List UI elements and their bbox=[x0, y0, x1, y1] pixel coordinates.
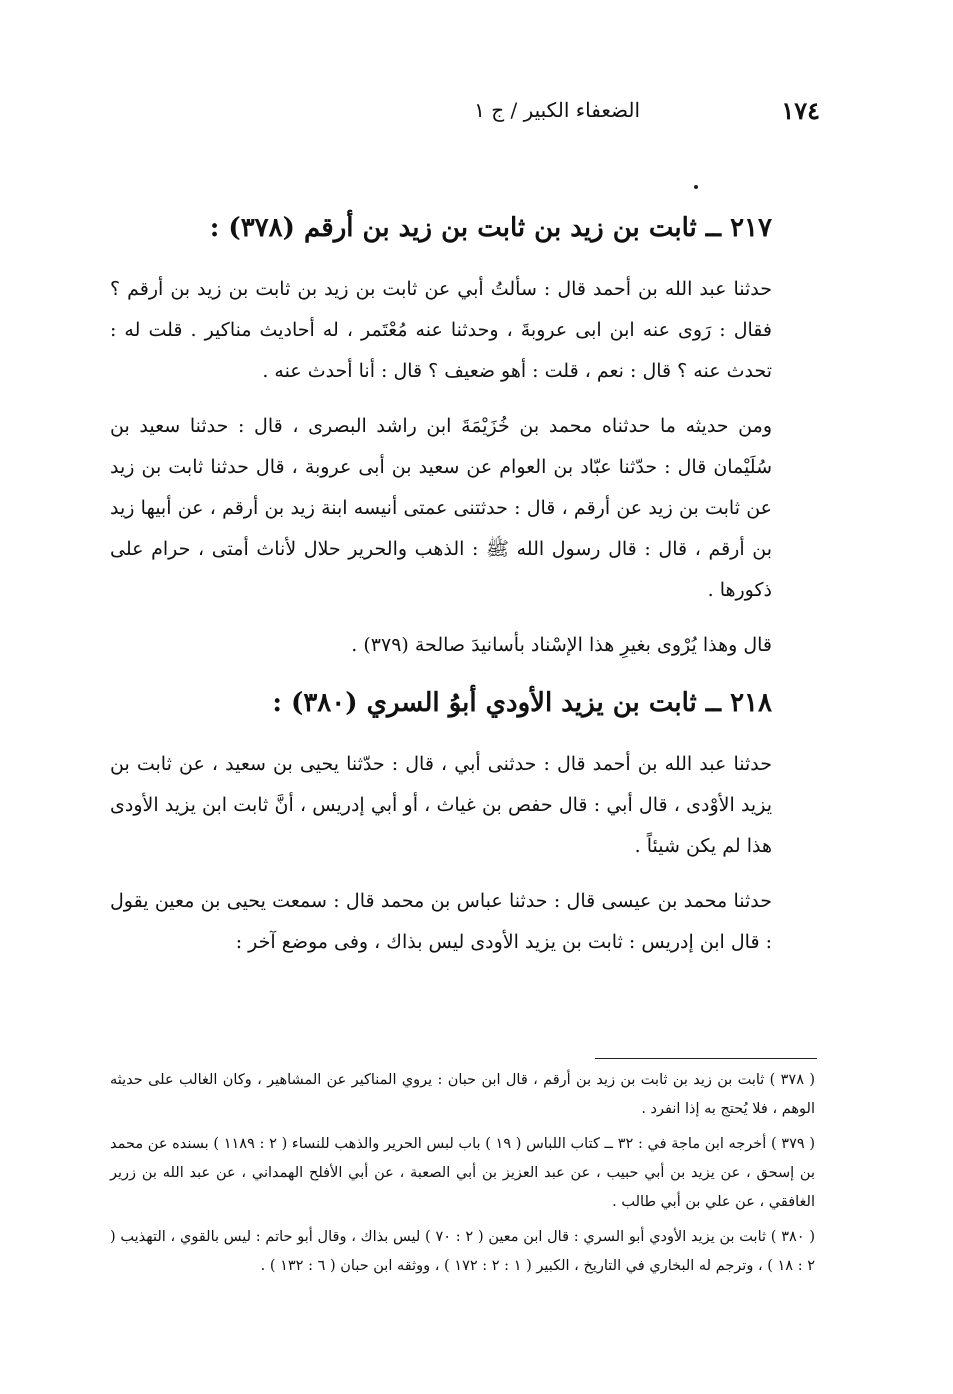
paragraph: قال وهذا يُرْوى بغيرِ هذا الإسْناد بأسانيدَ صالحة (٣٧٩) . bbox=[351, 634, 772, 656]
paragraph: ومن حديثه ما حدثناه محمد بن خُزَيْمَةَ ابن راشد البصرى ، قال : حدثنا سعيد بن سُلَيْمان قال : حدّثنا عبّاد بن العوام عن سعيد بن أبى عروبة ، قال حدثنا ثابت بن زيد عن ثابت بن زيد عن أرقم ، قال : حدثتنى عمتى أنيسه ابنة زيد بن أرقم ، عن أبيها زيد بن أرقم ، قال : قال رسول الله ﷺ : الذهب والحرير حلال لأناث أمتى ، حرام على ذكورها . bbox=[110, 415, 772, 601]
footnote-separator bbox=[595, 1058, 817, 1059]
entry-heading: ٢١٨ ــ ثابت بن يزيد الأودي أبوُ السري (٣٨٠) : bbox=[272, 688, 772, 718]
paragraph: حدثنا عبد الله بن أحمد قال : سألتُ أبي عن ثابت بن زيد بن ثابت بن زيد بن أرقم ؟ فقال : رَوى عنه ابن ابى عروبةَ ، وحدثنا عنه مُعْتَمر ، له أحاديث مناكير . قلت له : تحدث عنه ؟ قال : نعم ، قلت : أهو ضعيف ؟ قال : أنا أحدث عنه . bbox=[110, 278, 772, 382]
paragraph: حدثنا محمد بن عيسى قال : حدثنا عباس بن محمد قال : سمعت يحيى بن معين يقول : قال ابن إدريس : ثابت بن يزيد الأودى ليس بذاك ، وفى موضع آخر : bbox=[110, 890, 772, 953]
ink-dot bbox=[694, 185, 698, 189]
entry-217 bbox=[110, 205, 772, 666]
entry-heading: ٢١٧ ــ ثابت بن زيد بن ثابت بن زيد بن أرقم (٣٧٨) : bbox=[209, 213, 772, 243]
paragraph: حدثنا عبد الله بن أحمد قال : حدثنى أبي ، قال : حدّثنا يحيى بن سعيد ، عن ثابت بن يزيد الأوْدى ، قال أبي : قال حفص بن غياث ، أو أبي إدريس ، أنَّ ثابت ابن يزيد الأودى هذا لم يكن شيئاً . bbox=[110, 753, 772, 857]
main-text bbox=[110, 205, 772, 977]
footnotes bbox=[110, 1066, 815, 1287]
footnote-378: ( ٣٧٨ ) ثابت بن زيد بن ثابت بن زيد بن أرقم ، قال ابن حبان : يروي المناكير عن المشاهير ، وكان الغالب على حديثه الوهم ، فلا يُحتج به إذا انفرد . bbox=[110, 1072, 815, 1117]
page-number: ١٧٤ bbox=[781, 96, 820, 125]
page-header bbox=[380, 96, 820, 136]
footnote-380: ( ٣٨٠ ) ثابت بن يزيد الأودي أبو السري : قال ابن معين ( ٢ : ٧٠ ) ليس بذاك ، وقال أبو حاتم : ليس بالقوي ، التهذيب ( ٢ : ١٨ ) ، وترجم له البخاري في التاريخ ، الكبير ( ١ : ٢ : ١٧٢ ) ، ووثقه ابن حبان ( ٦ : ١٣٢ ) . bbox=[110, 1229, 815, 1274]
entry-218 bbox=[110, 680, 772, 963]
footnote-379: ( ٣٧٩ ) أخرجه ابن ماجة في : ٣٢ ــ كتاب اللباس ( ١٩ ) باب لبس الحرير والذهب للنساء ( ٢ : ١١٨٩ ) بسنده عن محمد بن إسحق ، عن يزيد بن أبي حبيب ، عن عبد العزيز بن أبي الصعبة ، عن أبي الأفلح الهمداني ، عن عبد الله بن زرير الغافقي ، عن علي بن أبي طالب . bbox=[110, 1136, 815, 1210]
running-title: الضعفاء الكبير / ج ١ bbox=[474, 98, 640, 122]
